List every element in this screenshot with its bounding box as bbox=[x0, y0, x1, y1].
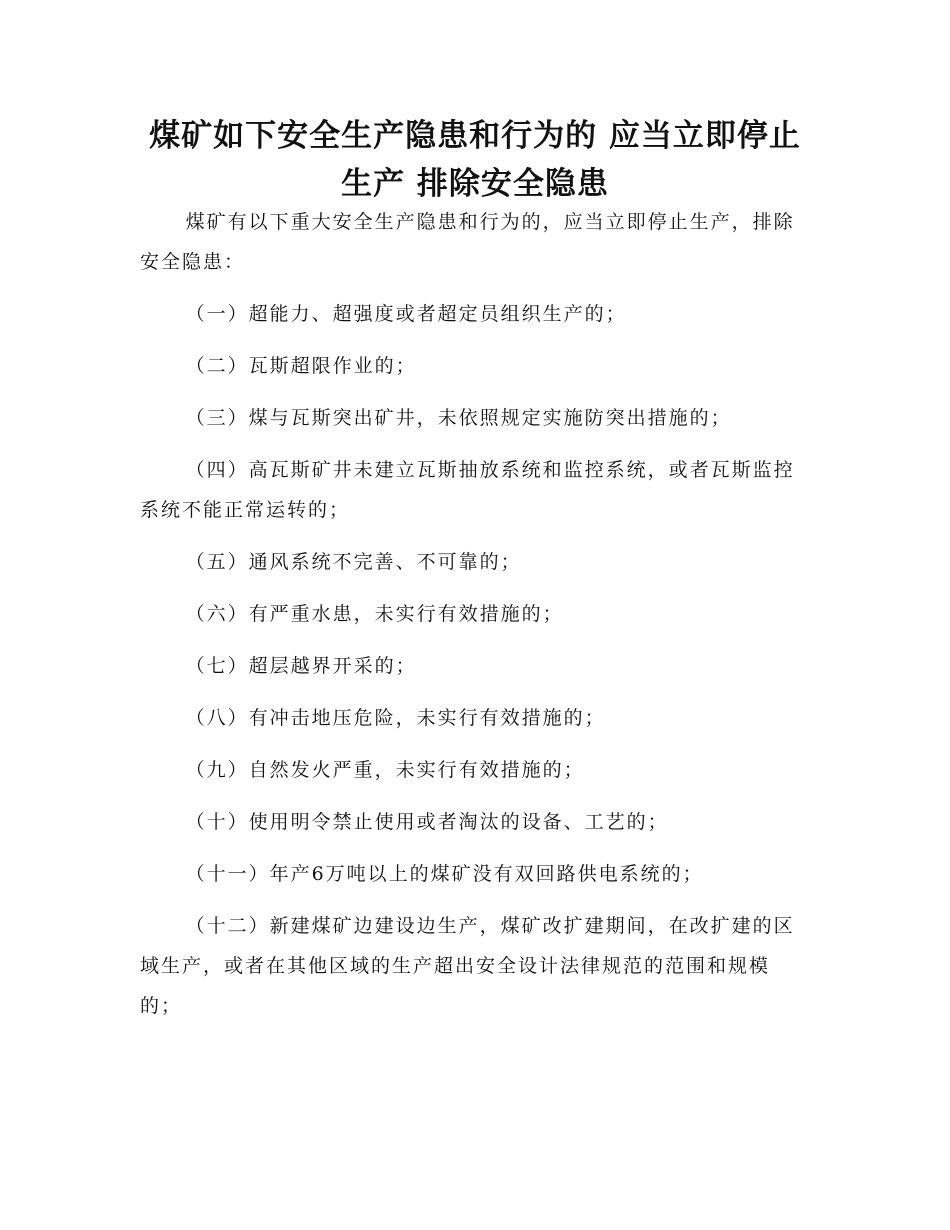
list-item: （四）高瓦斯矿井未建立瓦斯抽放系统和监控系统，或者瓦斯监控系统不能正常运转的； bbox=[140, 459, 795, 521]
list-item: （十一）年产6万吨以上的煤矿没有双回路供电系统的； bbox=[185, 863, 704, 885]
document-title: 煤矿如下安全生产隐患和行为的 应当立即停止生产 排除安全隐患 bbox=[149, 118, 801, 202]
list-item: （十）使用明令禁止使用或者淘汰的设备、工艺的； bbox=[185, 811, 669, 833]
list-item: （七）超层越界开采的； bbox=[185, 655, 417, 677]
list-item: （一）超能力、超强度或者超定员组织生产的； bbox=[185, 303, 627, 325]
intro-paragraph: 煤矿有以下重大安全生产隐患和行为的，应当立即停止生产，排除安全隐患： bbox=[140, 211, 795, 273]
list-item: （五）通风系统不完善、不可靠的； bbox=[185, 551, 522, 573]
list-item: （十二）新建煤矿边建设边生产，煤矿改扩建期间，在改扩建的区域生产，或者在其他区域的生产超出安全设计法律规范的范围和规模的； bbox=[140, 915, 795, 1017]
document-body bbox=[140, 202, 800, 1038]
list-item: （八）有冲击地压危险，未实行有效措施的； bbox=[185, 707, 606, 729]
list-item: （二）瓦斯超限作业的； bbox=[185, 355, 417, 377]
list-item: （三）煤与瓦斯突出矿井，未依照规定实施防突出措施的； bbox=[185, 407, 732, 429]
list-item: （九）自然发火严重，未实行有效措施的； bbox=[185, 759, 585, 781]
list-item: （六）有严重水患，未实行有效措施的； bbox=[185, 603, 564, 625]
